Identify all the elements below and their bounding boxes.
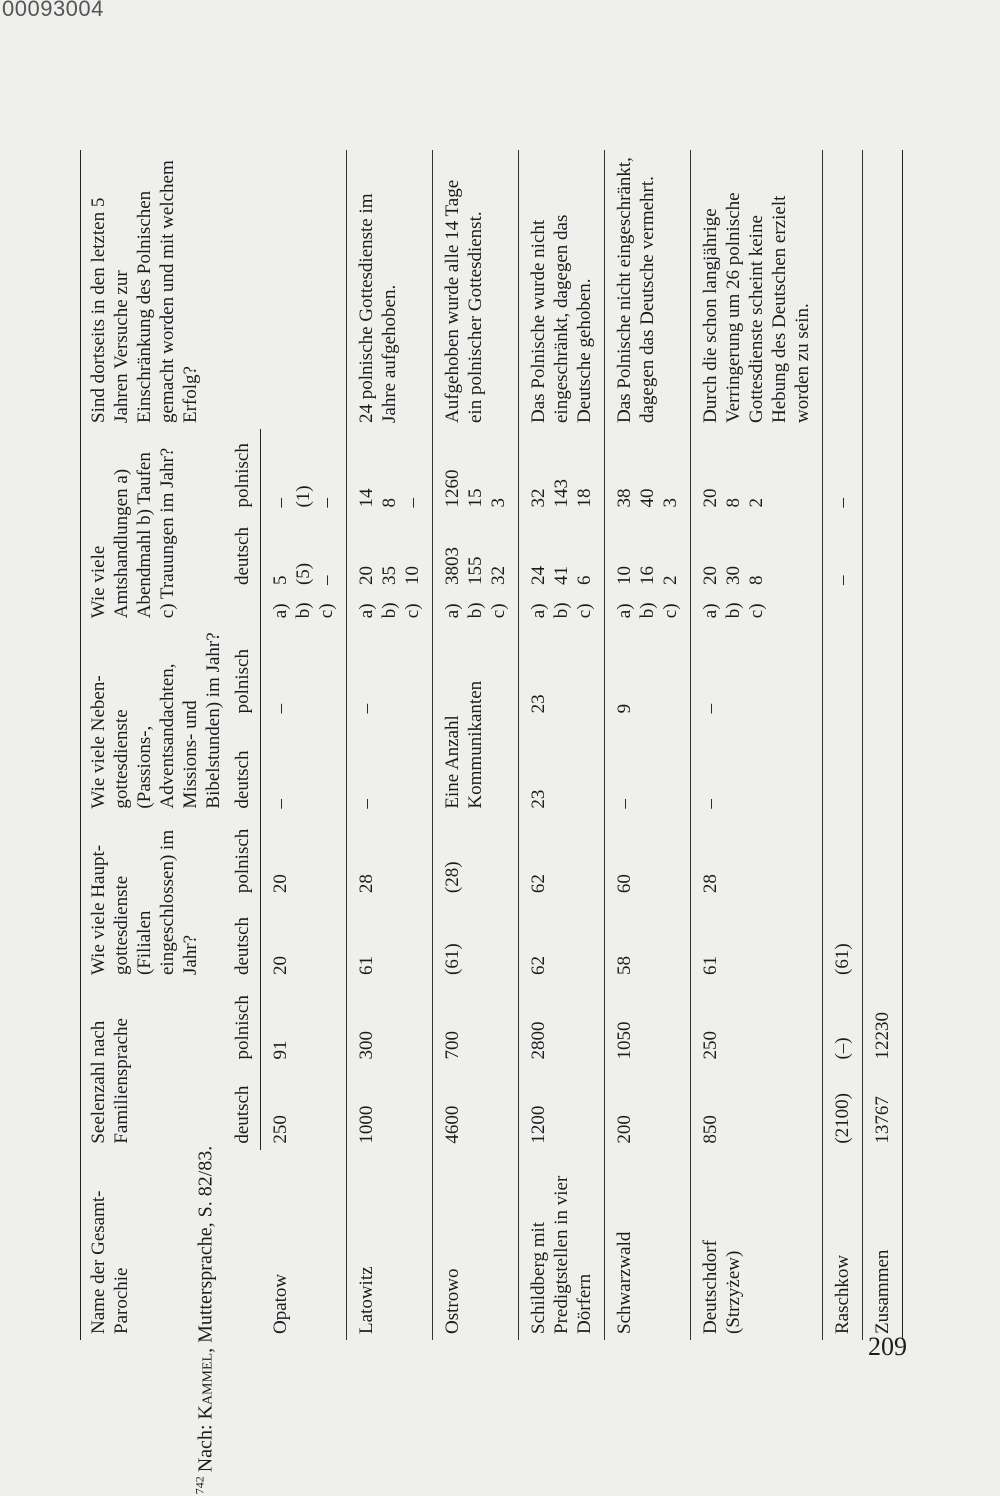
amts-value: 20 xyxy=(700,488,721,508)
cell-neben-polnisch: – xyxy=(700,703,721,714)
cell-haupt-polnisch xyxy=(823,815,863,900)
cell-seelen-polnisch: 250 xyxy=(700,1031,721,1060)
cell-amts-polnisch xyxy=(823,429,863,514)
cell-neben-polnisch: – xyxy=(270,703,291,714)
cell-parish-name: Schildberg mit Predigtstellen in vier Dörfern xyxy=(528,1175,595,1334)
cell-seelen-deutsch: 850 xyxy=(700,1115,721,1144)
scan-stamp: 00093004 xyxy=(2,0,104,21)
cell-remarks: 24 polnische Gottesdienste im Jahre aufgehoben. xyxy=(356,193,400,423)
cell-seelen-deutsch: 13767 xyxy=(872,1096,893,1144)
cell-neben-deutsch: – xyxy=(270,799,291,809)
amts-letter: a) xyxy=(614,603,635,619)
cell-seelen-deutsch: 200 xyxy=(614,1115,635,1144)
cell-amts-polnisch xyxy=(433,429,519,514)
amts-value: 3 xyxy=(488,498,509,508)
amts-value: 16 xyxy=(637,566,658,586)
amts-value: 20 xyxy=(356,566,377,586)
amts-value: 6 xyxy=(574,575,595,586)
cell-haupt-deutsch: 61 xyxy=(700,956,721,975)
cell-amts-deutsch xyxy=(691,514,823,592)
cell-amts-deutsch xyxy=(605,514,691,592)
cell-haupt-polnisch: 62 xyxy=(528,874,549,894)
cell-amts-letters xyxy=(605,591,691,624)
footnote-source: , Muttersprache, S. 82/83. xyxy=(194,1145,217,1353)
cell-seelen-deutsch: 250 xyxy=(270,1115,291,1144)
footnote-prefix: Nach: xyxy=(194,1424,217,1473)
cell-amts-letters xyxy=(691,591,823,624)
cell-remarks: Das Polnische wurde nicht eingeschränkt, dagegen das Deutsche gehoben. xyxy=(528,214,595,423)
cell-seelen-polnisch: 12230 xyxy=(872,1012,893,1060)
subheader-deutsch: deutsch xyxy=(229,514,261,592)
amts-letter: b) xyxy=(723,602,744,619)
table-row xyxy=(347,150,433,1340)
header-amts: Wie viele Amtshandlungen a) Abendmahl b) Taufen c) Trauungen im Jahr? xyxy=(81,429,230,624)
amts-value: 41 xyxy=(551,566,572,586)
amts-value: 1260 xyxy=(442,469,463,508)
cell-neben-combined: Eine Anzahl Kommunikanten xyxy=(442,680,486,809)
amts-value: 8 xyxy=(379,498,400,508)
cell-neben-polnisch: 9 xyxy=(614,703,635,714)
subheader-deutsch: deutsch xyxy=(229,719,261,814)
amts-value: 155 xyxy=(465,556,486,586)
cell-parish-name: Raschkow xyxy=(832,1254,853,1334)
cell-amts-deutsch xyxy=(433,514,519,592)
cell-amts-deutsch xyxy=(823,514,863,592)
cell-neben-deutsch: – xyxy=(614,799,635,809)
amts-value: 15 xyxy=(465,488,486,508)
amts-value: 3803 xyxy=(442,547,463,586)
amts-letter: c) xyxy=(660,603,681,619)
amts-value: 10 xyxy=(402,566,423,586)
footnote xyxy=(193,1146,218,1495)
cell-parish-name: Deutschdorf (Strzyżew) xyxy=(700,1240,744,1334)
cell-parish-name: Zusammen xyxy=(872,1249,893,1334)
cell-parish-name: Opatow xyxy=(269,1273,291,1334)
cell-amts-letters xyxy=(433,591,519,624)
cell-haupt-deutsch: (61) xyxy=(832,943,853,975)
amts-value: (1) xyxy=(293,485,314,508)
amts-value: 143 xyxy=(551,479,572,508)
amts-letter: b) xyxy=(293,602,314,619)
table-row xyxy=(261,150,347,1340)
amts-value: – xyxy=(402,498,423,508)
amts-letter: c) xyxy=(746,603,767,619)
cell-seelen-polnisch: 91 xyxy=(270,1040,291,1060)
cell-haupt-deutsch: 62 xyxy=(528,956,549,975)
amts-value: 24 xyxy=(528,566,549,586)
table-row xyxy=(823,150,863,1340)
cell-haupt-polnisch xyxy=(863,815,903,900)
cell-parish-name: Latowitz xyxy=(356,1266,377,1334)
cell-parish-name: Schwarzwald xyxy=(614,1231,635,1334)
cell-neben-polnisch xyxy=(863,624,903,719)
table-row xyxy=(691,150,823,1340)
cell-remarks xyxy=(823,150,863,429)
amts-value: 35 xyxy=(379,566,400,586)
amts-letter: a) xyxy=(528,603,549,619)
amts-letter: a) xyxy=(356,603,377,619)
cell-neben-deutsch: – xyxy=(356,799,377,809)
amts-value: 20 xyxy=(700,566,721,586)
header-remarks: Sind dortseits in den letzten 5 Jahren Versuche zur Einschränkung des Polnischen gemacht worden und mit welchem Erfolg? xyxy=(81,150,261,429)
table-row xyxy=(863,150,903,1340)
cell-neben-deutsch xyxy=(823,719,863,814)
page-number: 209 xyxy=(868,1332,907,1361)
cell-amts-polnisch xyxy=(347,429,433,514)
table-body xyxy=(261,150,903,1340)
cell-seelen-deutsch: 1200 xyxy=(528,1105,549,1144)
cell-amts-deutsch xyxy=(519,514,605,592)
cell-haupt-deutsch: 58 xyxy=(614,956,635,975)
cell-amts-letters xyxy=(519,591,605,624)
cell-haupt-deutsch: 20 xyxy=(270,956,291,975)
subheader-deutsch: deutsch xyxy=(229,899,261,981)
cell-remarks xyxy=(863,150,903,429)
cell-haupt-polnisch: (28) xyxy=(442,861,463,894)
amts-letter: a) xyxy=(270,603,291,619)
header-name: Name der Gesamt-Parochie xyxy=(81,1150,261,1340)
amts-value: 32 xyxy=(488,566,509,586)
cell-remarks: Aufgehoben wurde alle 14 Tage ein polnischer Gottesdienst. xyxy=(442,179,486,423)
cell-amts-letters xyxy=(261,591,347,624)
cell-amts-polnisch xyxy=(691,429,823,514)
amts-letter: b) xyxy=(551,602,572,619)
footnote-author: Kammel xyxy=(194,1352,217,1420)
cell-haupt-polnisch: 60 xyxy=(614,874,635,894)
table-row xyxy=(519,150,605,1340)
cell-amts-polnisch xyxy=(863,429,903,514)
cell-neben-deutsch xyxy=(863,719,903,814)
cell-parish-name: Ostrowo xyxy=(442,1268,463,1334)
cell-haupt-polnisch: 20 xyxy=(270,874,291,894)
cell-amts-deutsch xyxy=(261,514,347,592)
subheader-polnisch: polnisch xyxy=(229,815,261,900)
cell-neben-polnisch: – xyxy=(356,703,377,714)
subheader-polnisch: polnisch xyxy=(229,981,261,1066)
cell-neben-polnisch: 23 xyxy=(528,694,549,714)
header-neben: Wie viele Neben-gottesdienste (Passions-, Adventsandachten, Missions- und Bibelstunden) im Jahr? xyxy=(81,624,230,814)
cell-amts-deutsch xyxy=(347,514,433,592)
cell-seelen-deutsch: (2100) xyxy=(832,1092,853,1144)
cell-seelen-polnisch: 2800 xyxy=(528,1021,549,1060)
amts-value: – xyxy=(270,498,291,508)
cell-haupt-polnisch: 28 xyxy=(356,874,377,894)
subheader-deutsch: deutsch xyxy=(229,1066,261,1150)
cell-haupt-deutsch xyxy=(863,899,903,981)
amts-value: 2 xyxy=(660,575,681,586)
table-row xyxy=(433,150,519,1340)
amts-value: – xyxy=(316,498,337,508)
cell-haupt-deutsch: 61 xyxy=(356,956,377,975)
cell-haupt-polnisch: 28 xyxy=(700,874,721,894)
cell-neben-polnisch xyxy=(823,624,863,719)
cell-remarks: Das Polnische nicht eingeschränkt, dagegen das Deutsche vermehrt. xyxy=(614,157,658,423)
cell-amts-letters xyxy=(347,591,433,624)
cell-seelen-deutsch: 1000 xyxy=(356,1105,377,1144)
amts-value: 5 xyxy=(270,575,291,586)
cell-amts-polnisch xyxy=(261,429,347,514)
header-haupt: Wie viele Haupt-gottesdienste (Filialen eingeschlossen) im Jahr? xyxy=(81,815,230,981)
cell-amts-polnisch xyxy=(605,429,691,514)
cell-neben-deutsch: 23 xyxy=(528,789,549,809)
amts-value: – xyxy=(832,575,853,586)
cell-neben-deutsch: – xyxy=(700,799,721,809)
amts-value: 14 xyxy=(356,488,377,508)
cell-seelen-polnisch: (–) xyxy=(832,1037,853,1060)
footnote-number: 742 xyxy=(192,1476,207,1495)
amts-value: 32 xyxy=(528,488,549,508)
amts-value: 3 xyxy=(660,498,681,508)
cell-seelen-polnisch: 1050 xyxy=(614,1021,635,1060)
cell-seelen-polnisch: 700 xyxy=(442,1031,463,1060)
cell-seelen-deutsch: 4600 xyxy=(442,1105,463,1144)
amts-value: 2 xyxy=(746,498,767,508)
amts-letter: c) xyxy=(316,603,337,619)
amts-value: (5) xyxy=(293,562,314,586)
amts-value: – xyxy=(832,498,853,508)
amts-letter: b) xyxy=(637,602,658,619)
subheader-polnisch: polnisch xyxy=(229,624,261,719)
cell-haupt-deutsch: (61) xyxy=(442,943,463,975)
amts-letter: b) xyxy=(465,602,486,619)
amts-letter: c) xyxy=(402,603,423,619)
cell-amts-letters xyxy=(863,591,903,624)
amts-value: 40 xyxy=(637,488,658,508)
header-seelen: Seelenzahl nach Familiensprache xyxy=(81,981,230,1150)
amts-value: – xyxy=(316,575,337,586)
subheader-polnisch: polnisch xyxy=(229,429,261,514)
amts-value: 10 xyxy=(614,566,635,586)
cell-amts-polnisch xyxy=(519,429,605,514)
cell-remarks xyxy=(261,150,347,429)
amts-value: 8 xyxy=(746,575,767,586)
amts-letter: b) xyxy=(379,602,400,619)
amts-letter: a) xyxy=(442,603,463,619)
amts-value: 38 xyxy=(614,488,635,508)
amts-letter: c) xyxy=(488,603,509,619)
amts-value: 8 xyxy=(723,498,744,508)
amts-letter: c) xyxy=(574,603,595,619)
amts-letter: a) xyxy=(700,603,721,619)
cell-seelen-polnisch: 300 xyxy=(356,1031,377,1060)
amts-value: 18 xyxy=(574,488,595,508)
cell-amts-letters xyxy=(823,591,863,624)
cell-remarks: Durch die schon langjährige Verringerung um 26 polnische Gottesdienste scheint keine Hebung des Deutschen erzielt worden zu sein. xyxy=(700,192,813,423)
table-row xyxy=(605,150,691,1340)
cell-amts-deutsch xyxy=(863,514,903,592)
amts-value: 30 xyxy=(723,566,744,586)
